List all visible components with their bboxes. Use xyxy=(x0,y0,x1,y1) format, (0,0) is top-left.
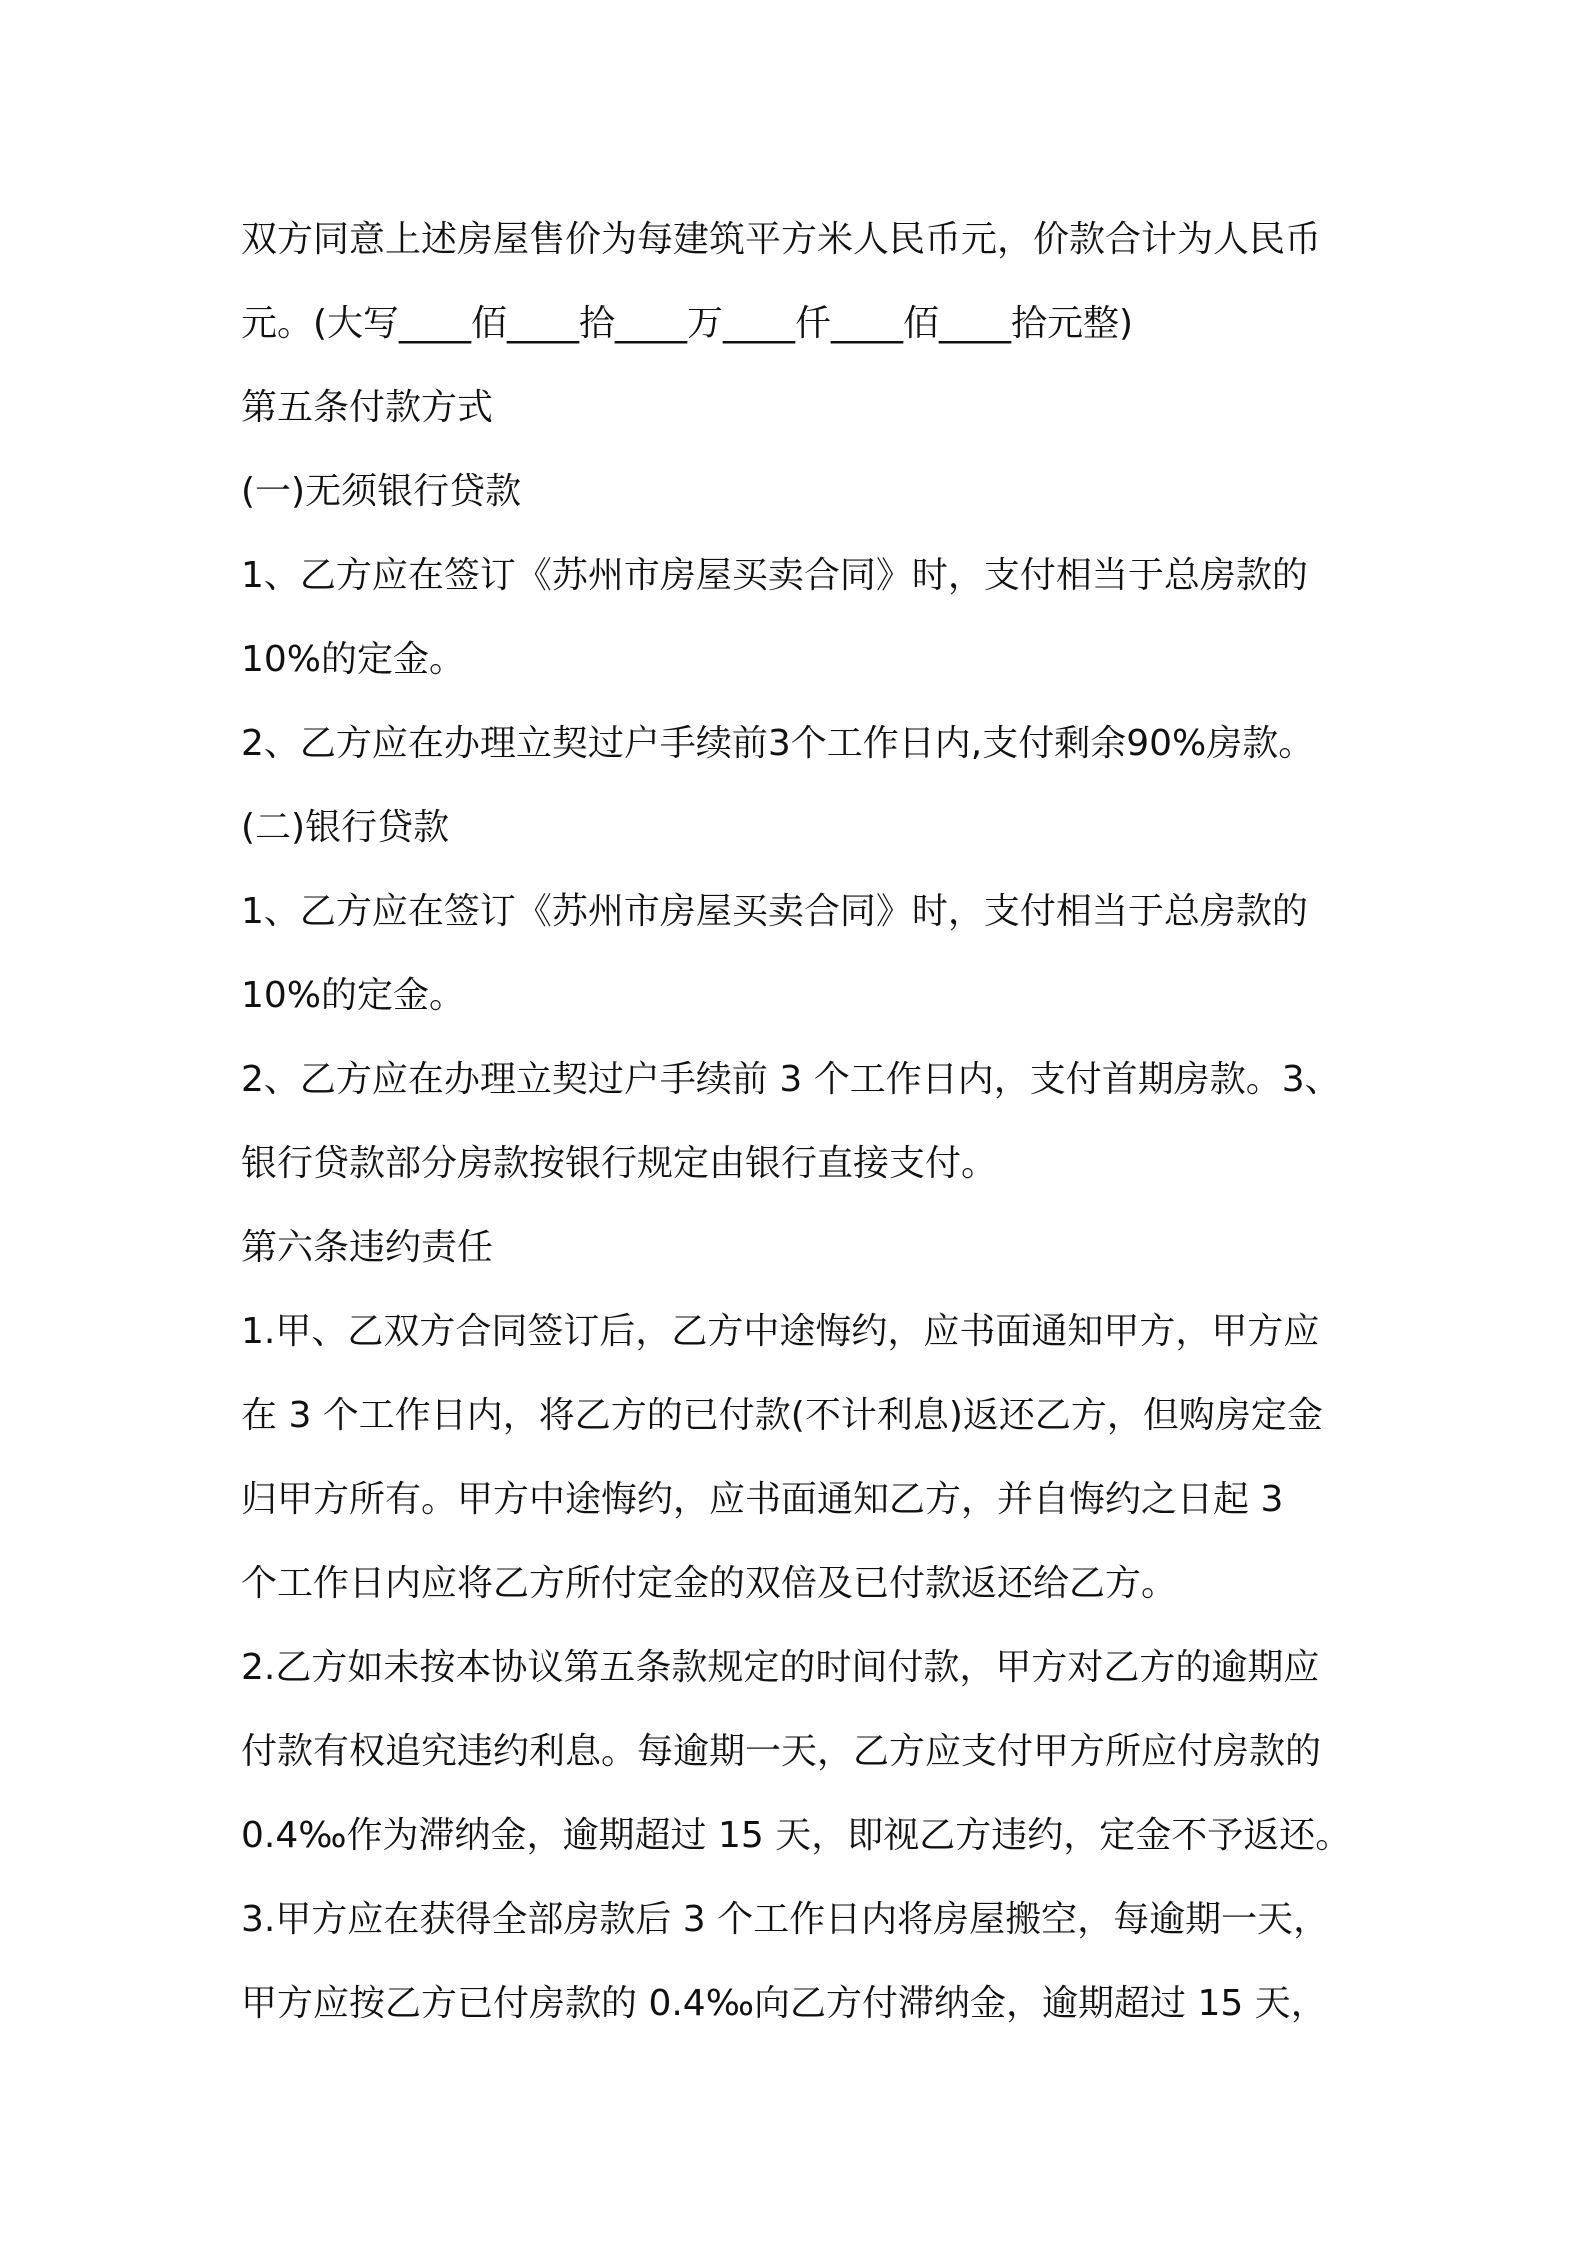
paragraph-line: 1、乙方应在签订《苏州市房屋买卖合同》时，支付相当于总房款的 xyxy=(241,891,1308,932)
paragraph-line: 元。(大写____佰____拾____万____仟____佰____拾元整) xyxy=(241,303,1134,344)
paragraph-line: 0.4‰作为滞纳金，逾期超过 15 天，即视乙方违约，定金不予返还。 xyxy=(241,1815,1352,1856)
subsection-heading: (二)银行贷款 xyxy=(241,807,450,848)
paragraph-line: 个工作日内应将乙方所付定金的双倍及已付款返还给乙方。 xyxy=(241,1563,1178,1604)
paragraph-line: 甲方应按乙方已付房款的 0.4‰向乙方付滞纳金，逾期超过 15 天， xyxy=(241,1983,1327,2024)
contract-text xyxy=(241,198,1361,2046)
paragraph-line: 在 3 个工作日内，将乙方的已付款(不计利息)返还乙方，但购房定金 xyxy=(241,1395,1323,1436)
section-heading: 第六条违约责任 xyxy=(241,1227,494,1268)
paragraph-line: 付款有权追究违约利息。每逾期一天，乙方应支付甲方所应付房款的 xyxy=(241,1731,1322,1772)
section-heading: 第五条付款方式 xyxy=(241,387,494,428)
paragraph-line: 10%的定金。 xyxy=(241,975,466,1016)
paragraph-line: 3.甲方应在获得全部房款后 3 个工作日内将房屋搬空，每逾期一天， xyxy=(241,1899,1330,1940)
paragraph-line: 1.甲、乙双方合同签订后，乙方中途悔约，应书面通知甲方，甲方应 xyxy=(241,1311,1320,1352)
paragraph-line: 归甲方所有。甲方中途悔约，应书面通知乙方，并自悔约之日起 3 xyxy=(241,1479,1284,1520)
paragraph-line: 1、乙方应在签订《苏州市房屋买卖合同》时，支付相当于总房款的 xyxy=(241,555,1308,596)
paragraph-line: 10%的定金。 xyxy=(241,639,466,680)
subsection-heading: (一)无须银行贷款 xyxy=(241,471,522,512)
paragraph-line: 2、乙方应在办理立契过户手续前 3 个工作日内，支付首期房款。3、 xyxy=(241,1059,1341,1100)
paragraph-line: 银行贷款部分房款按银行规定由银行直接支付。 xyxy=(241,1143,998,1184)
paragraph-line: 双方同意上述房屋售价为每建筑平方米人民币元，价款合计为人民币 xyxy=(241,219,1322,260)
paragraph-line: 2.乙方如未按本协议第五条款规定的时间付款，甲方对乙方的逾期应 xyxy=(241,1647,1320,1688)
paragraph-line: 2、乙方应在办理立契过户手续前3个工作日内,支付剩余90%房款。 xyxy=(241,723,1315,764)
